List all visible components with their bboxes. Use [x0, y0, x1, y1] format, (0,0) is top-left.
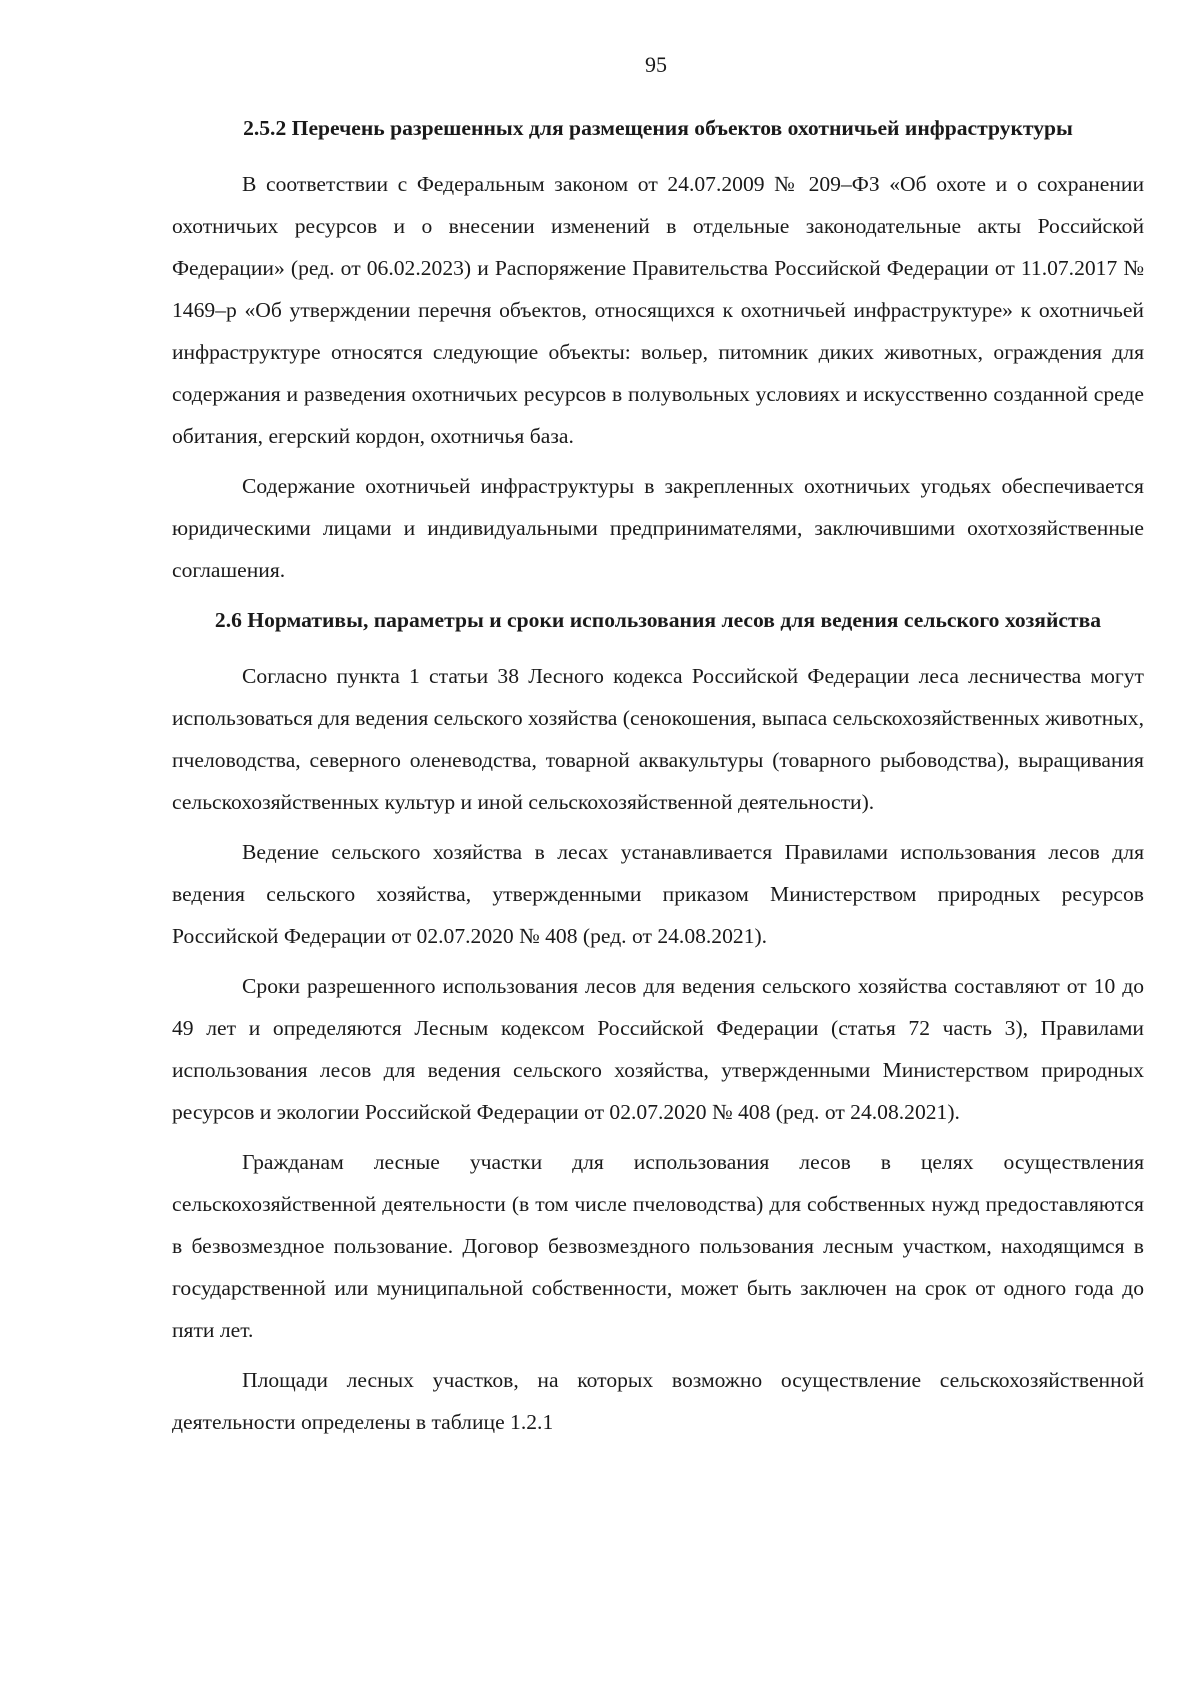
- paragraph: В соответствии с Федеральным законом от 24.07.2009 № 209–ФЗ «Об охоте и о сохранении охотничьих ресурсов и о внесении изменений в отдельные законодательные акты Российской Федерации» (ред. от 06.02.2023) и Распоряжение Правительства Российской Федерации от 11.07.2017 № 1469–р «Об утверждении перечня объектов, относящихся к охотничьей инфраструктуре» к охотничьей инфраструктуре относятся следующие объекты: вольер, питомник диких животных, ограждения для содержания и разведения охотничьих ресурсов в полувольных условиях и искусственно созданной среде обитания, егерский кордон, охотничья база.: [172, 172, 1144, 448]
- paragraph: Ведение сельского хозяйства в лесах устанавливается Правилами использования лесов для ведения сельского хозяйства, утвержденными приказом Министерством природных ресурсов Российской Федерации от 02.07.2020 № 408 (ред. от 24.08.2021).: [172, 840, 1144, 948]
- page-content: [172, 107, 1144, 1443]
- page-number: 95: [645, 52, 667, 77]
- paragraph: Площади лесных участков, на которых возможно осуществление сельскохозяйственной деятельности определены в таблице 1.2.1: [172, 1368, 1144, 1434]
- paragraph: Гражданам лесные участки для использования лесов в целях осуществления сельскохозяйственной деятельности (в том числе пчеловодства) для собственных нужд предоставляются в безвозмездное пользование. Договор безвозмездного пользования лесным участком, находящимся в государственной или муниципальной собственности, может быть заключен на срок от одного года до пяти лет.: [172, 1150, 1144, 1342]
- section-heading-2-6: 2.6 Нормативы, параметры и сроки использования лесов для ведения сельского хозяйства: [214, 608, 1102, 632]
- section-heading-2-5-2: 2.5.2 Перечень разрешенных для размещения объектов охотничьей инфраструктуры: [243, 116, 1073, 140]
- paragraph: Содержание охотничьей инфраструктуры в закрепленных охотничьих угодьях обеспечивается юридическими лицами и индивидуальными предпринимателями, заключившими охотхозяйственные соглашения.: [172, 474, 1144, 582]
- paragraph: Согласно пункта 1 статьи 38 Лесного кодекса Российской Федерации леса лесничества могут использоваться для ведения сельского хозяйства (сенокошения, выпаса сельскохозяйственных животных, пчеловодства, северного оленеводства, товарной аквакультуры (товарного рыбоводства), выращивания сельскохозяйственных культур и иной сельскохозяйственной деятельности).: [172, 664, 1144, 814]
- paragraph: Сроки разрешенного использования лесов для ведения сельского хозяйства составляют от 10 до 49 лет и определяются Лесным кодексом Российской Федерации (статья 72 часть 3), Правилами использования лесов для ведения сельского хозяйства, утвержденными Министерством природных ресурсов и экологии Российской Федерации от 02.07.2020 № 408 (ред. от 24.08.2021).: [172, 974, 1144, 1124]
